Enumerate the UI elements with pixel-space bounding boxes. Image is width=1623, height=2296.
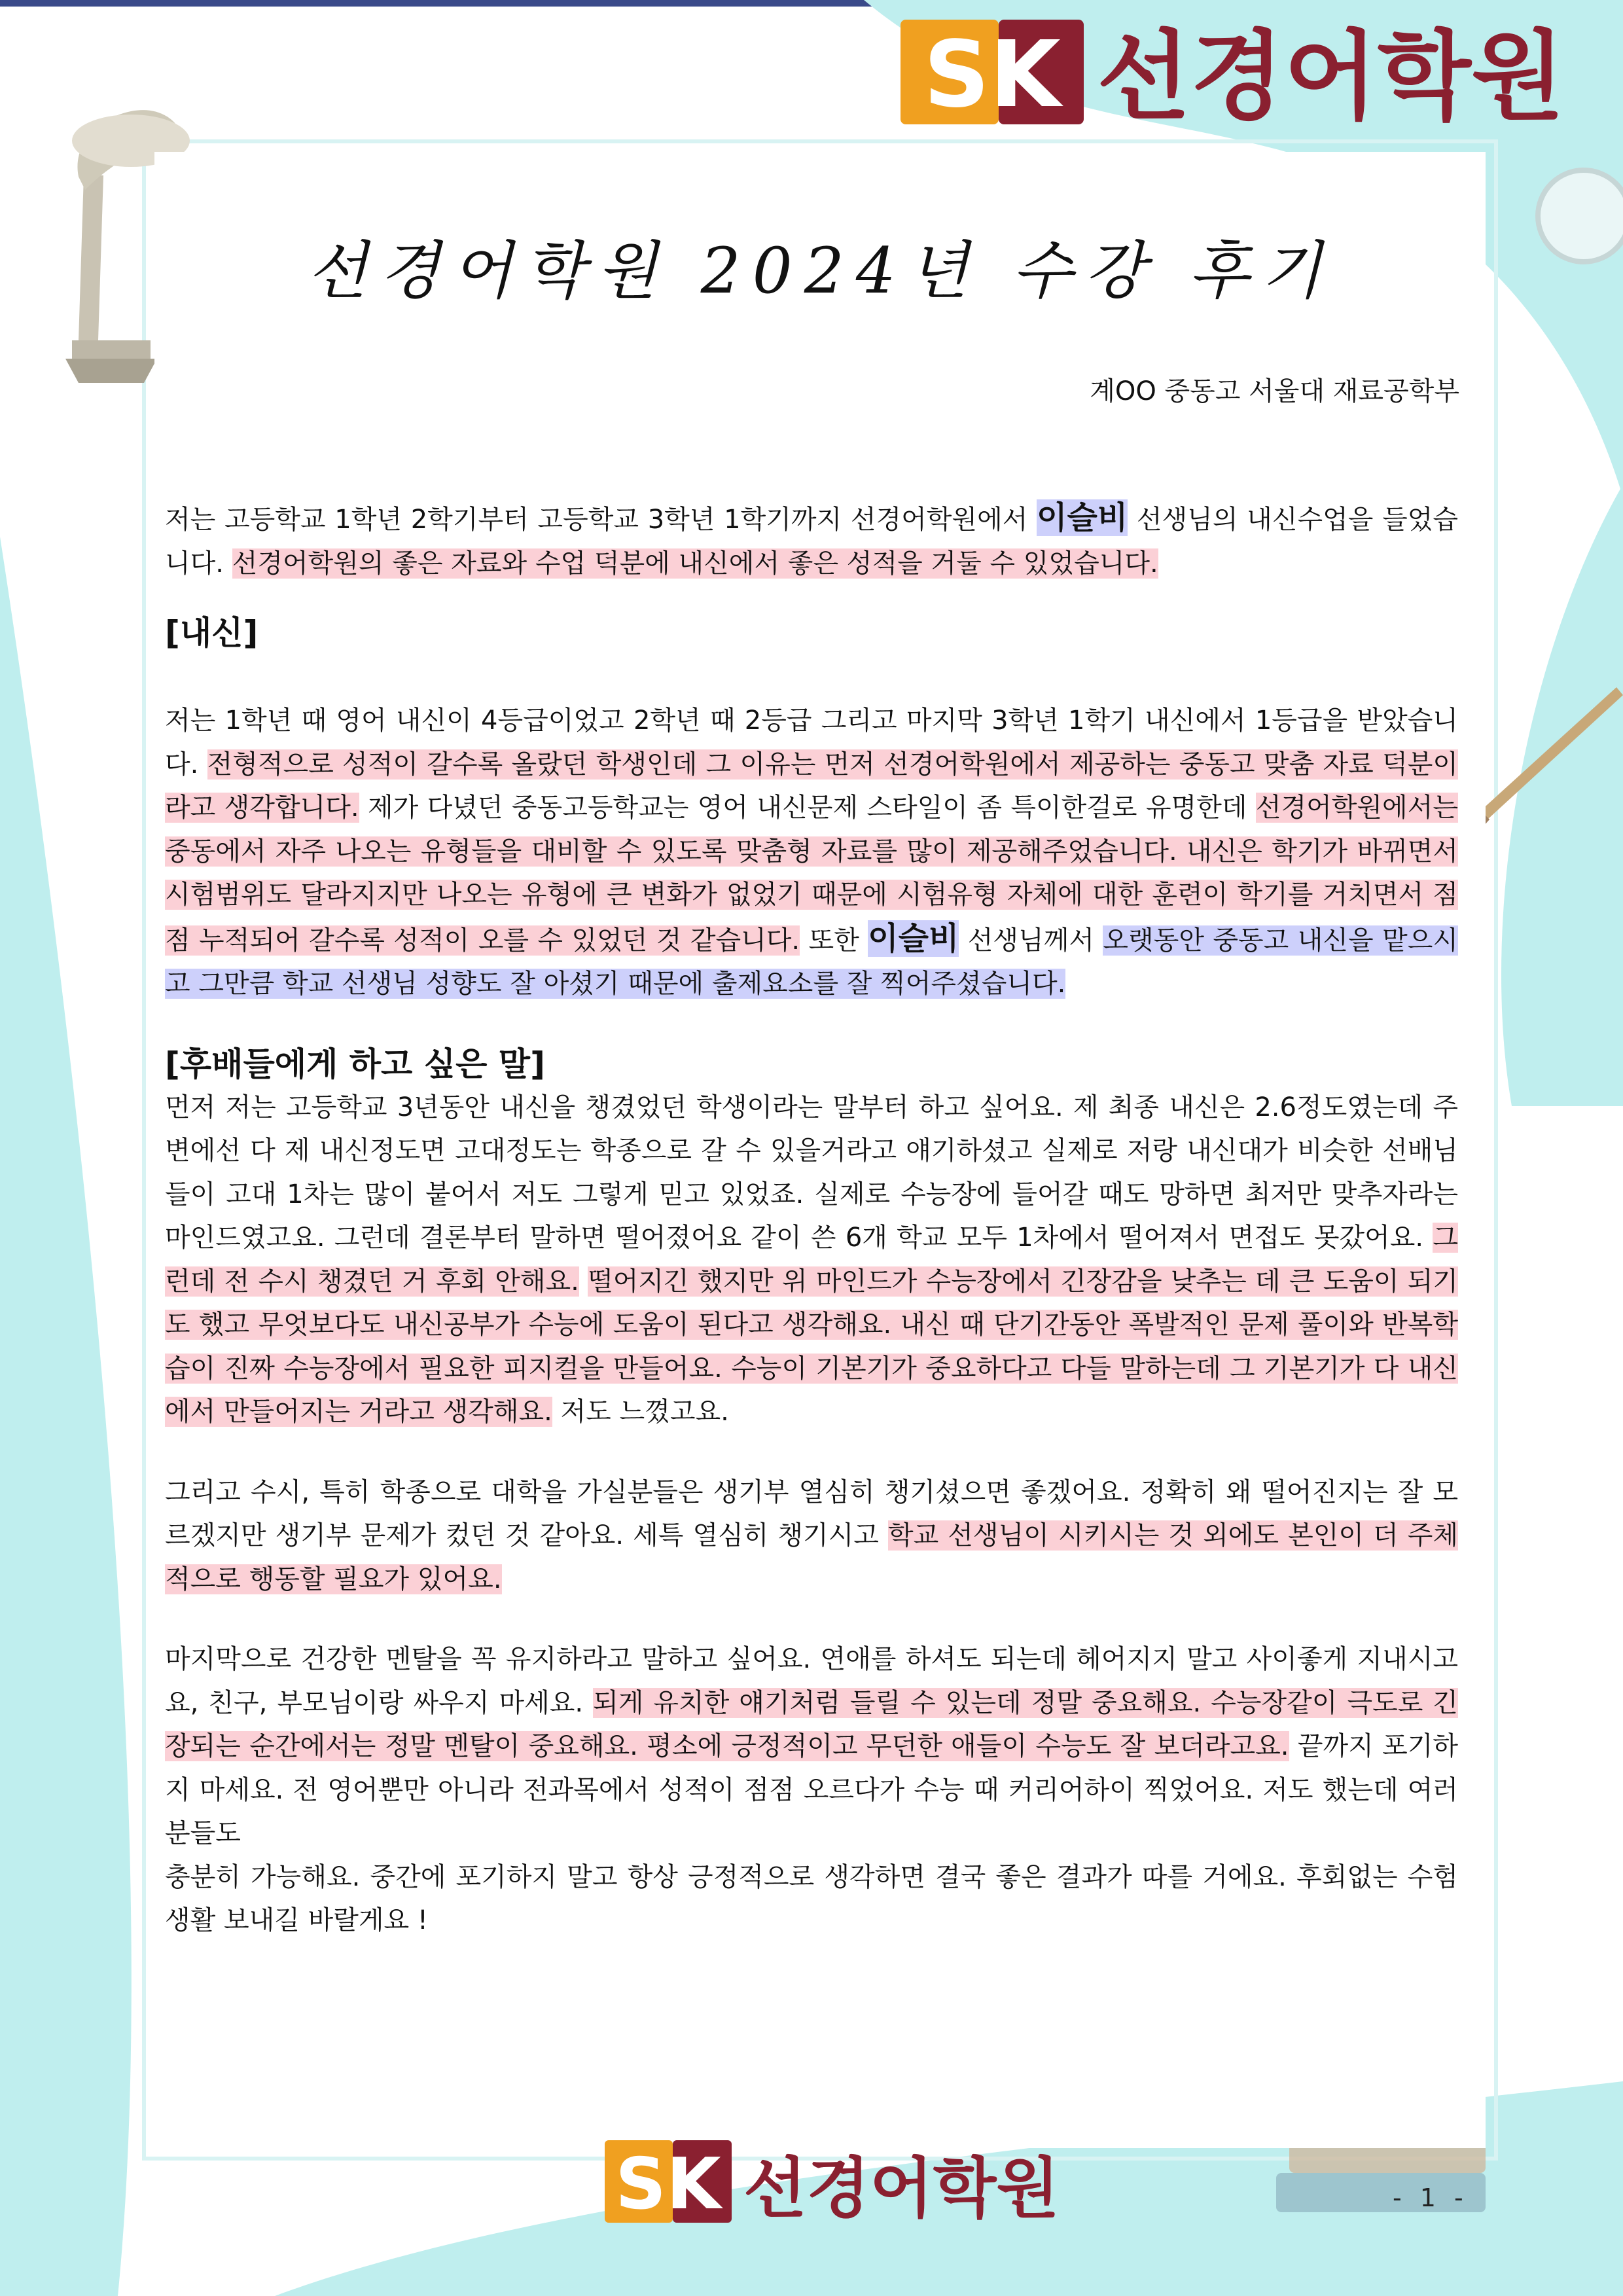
advice-1-text-3: 저도 느꼈고요. bbox=[552, 1397, 729, 1427]
grades-highlight-3: 오랫동안 중동고 내신을 맡으시고 그만큼 학교 선생님 성향도 잘 아셨기 때문에 출제요소를 잘 찍어주셨습니다. bbox=[165, 925, 1458, 999]
advice-2-text-1: 그리고 수시, 특히 학종으로 대학을 가실분들은 생기부 열심히 챙기셨으면 좋겠어요. 정확히 왜 떨어진지는 잘 모르겠지만 생기부 문제가 컸던 것 같아요. 세특 열심히 챙기시고 bbox=[165, 1477, 1458, 1551]
intro-paragraph bbox=[165, 496, 1458, 585]
top-edge-bar bbox=[0, 0, 910, 7]
logo-bottom-mark-sk: SK bbox=[615, 2144, 721, 2223]
advice-2-highlight: 학교 선생님이 시키시는 것 외에도 본인이 더 주체적으로 행동할 필요가 있어요. bbox=[165, 1520, 1458, 1594]
advice-paragraph-4 bbox=[165, 1856, 1458, 1943]
page-number: - 1 - bbox=[1393, 2183, 1469, 2212]
grades-text-1: 저는 1학년 때 영어 내신이 4등급이었고 2학년 때 2등급 그리고 마지막 3학년 1학기 내신에서 1등급을 받았습니다. bbox=[165, 706, 1458, 780]
author-line: 계OO 중동고 서울대 재료공학부 bbox=[1090, 376, 1459, 406]
logo-text: 선경어학원 bbox=[1097, 20, 1565, 124]
advice-3-text-1: 마지막으로 건강한 멘탈을 꼭 유지하라고 말하고 싶어요. 연애를 하셔도 되는데 헤어지지 말고 사이좋게 지내시고요, 친구, 부모님이랑 싸우지 마세요. bbox=[165, 1644, 1458, 1718]
section-heading-grades: [내신] bbox=[165, 614, 259, 652]
grades-text-3: 또한 bbox=[800, 925, 868, 956]
grades-paragraph bbox=[165, 699, 1458, 1006]
background-wave-left bbox=[0, 537, 132, 2296]
background-wave-right bbox=[1501, 484, 1623, 1106]
academy-logo-top bbox=[901, 20, 1594, 124]
grades-text-4: 선생님께서 bbox=[959, 925, 1103, 956]
advice-1-text-2 bbox=[579, 1266, 588, 1297]
advice-1-text-1: 먼저 저는 고등학교 3년동안 내신을 챙겼었던 학생이라는 말부터 하고 싶어요. 제 최종 내신은 2.6정도였는데 주변에선 다 제 내신정도면 고대정도는 학종으로 갈 수 있을거라고 얘기하셨고 실제로 저랑 내신대가 비슷한 선배님들이 고대 1차는 많이 붙어서 저도 그렇게 믿고 있었죠. 실제로 수능장에 들어갈 때도 망하면 최저만 맞추자라는 마인드였고요. 그런데 결론부터 말하면 떨어졌어요 같이 쓴 6개 학교 모두 1차에서 떨어져서 면접도 못갔어요. bbox=[165, 1092, 1458, 1253]
advice-paragraph-1 bbox=[165, 1086, 1458, 1434]
grades-highlight-1: 전형적으로 성적이 갈수록 올랐던 학생인데 그 이유는 먼저 선경어학원에서 제공하는 중동고 맞춤 자료 덕분이라고 생각합니다. bbox=[165, 749, 1459, 823]
advice-3-highlight: 되게 유치한 얘기처럼 들릴 수 있는데 정말 중요해요. 수능장같이 극도로 긴장되는 순간에서는 정말 멘탈이 중요해요. 평소에 긍정적이고 무던한 애들이 수능도 잘 보더라고요. bbox=[165, 1687, 1459, 1761]
glass-orb-decoration bbox=[1538, 170, 1623, 262]
advice-4-text: 충분히 가능해요. 중간에 포기하지 말고 항상 긍정적으로 생각하면 결국 좋은 결과가 따를 거에요. 후회없는 수험생활 보내길 바랄게요 ! bbox=[165, 1861, 1458, 1935]
intro-text-2: 선생님의 내신수업을 들었습니다. bbox=[165, 505, 1459, 579]
intro-text-1: 저는 고등학교 1학년 2학기부터 고등학교 3학년 1학기까지 선경어학원에서 bbox=[165, 505, 1037, 535]
teacher-name-highlight-2: 이슬비 bbox=[868, 920, 959, 957]
section-heading-advice: [후배들에게 하고 싶은 말] bbox=[165, 1045, 545, 1083]
advice-paragraph-3 bbox=[165, 1638, 1458, 1856]
logo-bottom-text: 선경어학원 bbox=[743, 2150, 1060, 2223]
advice-3-text-2: 끝까지 포기하지 마세요. 전 영어뿐만 아니라 전과목에서 성적이 점점 오르다가 수능 때 커리어하이 찍었어요. 저도 했는데 여러분들도 bbox=[165, 1731, 1458, 1848]
intro-highlight: 선경어학원의 좋은 자료와 수업 덕분에 내신에서 좋은 성적을 거둘 수 있었습니다. bbox=[232, 548, 1158, 579]
advice-1-highlight-1: 그런데 전 수시 챙겼던 거 후회 안해요. bbox=[165, 1223, 1458, 1297]
academy-logo-bottom bbox=[605, 2140, 1069, 2223]
advice-1-highlight-2: 떨어지긴 했지만 위 마인드가 수능장에서 긴장감을 낮추는 데 큰 도움이 되기도 했고 무엇보다도 내신공부가 수능에 도움이 된다고 생각해요. 내신 때 단기간동안 폭발적인 문제 풀이와 반복학습이 진짜 수능장에서 필요한 피지컬을 만들어요. 수능이 기본기가 중요하다고 다들 말하는데 그 기본기가 다 내신에서 만들어지는 거라고 생각해요. bbox=[165, 1266, 1459, 1427]
advice-paragraph-2 bbox=[165, 1471, 1458, 1602]
logo-mark-sk: SK bbox=[923, 22, 1061, 124]
page-title: 선경어학원 2024년 수강 후기 bbox=[306, 234, 1334, 308]
grades-highlight-2: 선경어학원에서는 중동에서 자주 나오는 유형들을 대비할 수 있도록 맞춤형 자료를 많이 제공해주었습니다. 내신은 학기가 바뀌면서 시험범위도 달라지지만 나오는 유형에 큰 변화가 없었기 때문에 시험유형 자체에 대한 훈련이 학기를 거치면서 점점 누적되어 갈수록 성적이 오를 수 있었던 것 같습니다. bbox=[165, 793, 1458, 956]
grades-text-2: 제가 다녔던 중동고등학교는 영어 내신문제 스타일이 좀 특이한걸로 유명한데 bbox=[359, 793, 1256, 823]
teacher-name-highlight: 이슬비 bbox=[1037, 499, 1128, 536]
review-content bbox=[165, 496, 1458, 1943]
